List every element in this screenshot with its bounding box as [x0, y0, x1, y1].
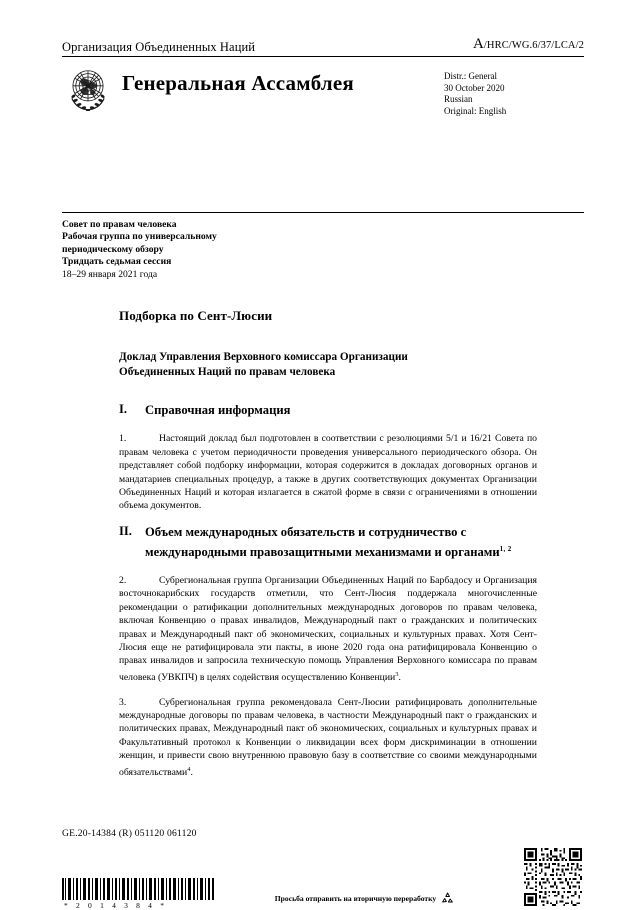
paragraph-2-footnote-marker: 3	[395, 670, 399, 678]
council-name: Совет по правам человека	[62, 219, 177, 230]
section-heading-1	[119, 402, 537, 419]
section-title-2-text: Объем международных обязательств и сотрудничество с международными правозащитными механизмами и органами	[145, 524, 500, 560]
document-subtitle	[119, 350, 537, 380]
un-emblem-icon	[62, 65, 114, 115]
subtitle-line-2: Объединенных Наций по правам человека	[119, 366, 336, 379]
distribution-language: Russian	[444, 94, 473, 105]
working-group-line2: периодическому обзору	[62, 243, 164, 255]
barcode-icon	[62, 878, 214, 900]
section-heading-2	[119, 524, 537, 561]
header-divider-secondary	[62, 212, 584, 213]
subtitle-line-1: Доклад Управления Верховного комиссара Организации	[119, 351, 408, 363]
barcode-block	[62, 878, 222, 910]
paragraph-3-footnote-marker: 4	[187, 765, 191, 773]
paragraph-number-3: 3.	[119, 696, 127, 708]
document-symbol-initial: A	[472, 36, 484, 52]
paragraph-text-3: Субрегиональная группа рекомендовала Сент-Люсии ратифицировать дополнительные международные договоры по правам человека, в частности Международный пакт о гражданских и политических правах, Международный пакт об экономических, социальных и культурных правах и Факультативный протокол к Конвенции о ликвидации всех форм дискриминации в отношении женщин, и привести свою внутреннюю правовую базу в соответствие со своими международными обязательствами	[119, 696, 537, 778]
footer-bottom-row	[62, 846, 584, 910]
section-number-1: I.	[119, 402, 128, 417]
paragraph-number-2: 2.	[119, 575, 127, 587]
masthead-divider	[62, 56, 584, 57]
organization-name: Организация Объединенных Наций	[62, 40, 256, 54]
section-2-footnote-markers: 1, 2	[499, 544, 512, 553]
distribution-block	[444, 71, 584, 117]
recycle-icon	[440, 891, 455, 906]
distribution-date: 30 October 2020	[444, 82, 505, 93]
masthead-bottom-row	[62, 63, 584, 117]
distribution-original: Original: English	[444, 105, 507, 116]
recycle-notice	[275, 891, 455, 910]
ge-document-number: GE.20-14384 (R) 051120 061120	[62, 828, 197, 839]
paragraph-3: 3. Субрегиональная группа рекомендовала Сент-Люсии ратифицировать дополнительные международные договоры по правам человека, в частности Международный пакт о гражданских и политических правах, Международный пакт об экономических, социальных и культурных правах и Факультативный протокол к Конвенции о ликвидации всех форм дискриминации в отношении женщин, и привести свою внутреннюю правовую базу в соответствие со своими международными обязательствами$^4$.	[119, 696, 537, 778]
paragraph-number-1: 1.	[119, 433, 127, 445]
working-group-line1: Рабочая группа по универсальному	[62, 231, 217, 243]
page-title: Подборка по Сент-Люсии	[119, 308, 273, 323]
distribution-type: Distr.: General	[444, 71, 497, 81]
document-body	[119, 308, 537, 790]
session-dates: 18–29 января 2021 года	[62, 268, 158, 280]
section-number-2: II.	[119, 523, 132, 538]
qr-code-icon	[522, 846, 584, 908]
masthead	[62, 36, 584, 117]
document-symbol-rest: /HRC/WG.6/37/LCA/2	[483, 40, 584, 51]
page-footer	[62, 828, 584, 910]
general-assembly-title: Генеральная Ассамблея	[122, 71, 354, 95]
section-title-2	[145, 524, 537, 561]
session-number: Тридцать седьмая сессия	[62, 256, 172, 268]
section-title-1: Справочная информация	[145, 403, 291, 418]
barcode-digits: * 2 0 1 4 3 8 4 *	[64, 901, 168, 910]
paragraph-1	[119, 432, 537, 512]
recycle-text: Просьба отправить на вторичную переработку	[274, 894, 437, 903]
document-symbol	[473, 36, 584, 54]
paragraph-text-2: Субрегиональная группа Организации Объединенных Наций по Барбадосу и Организация восточнокарибских государств отметили, что Сент-Люсия поддержала многочисленные рекомендации о ратификации дополнительных международных договоров по правам человека, включая Конвенцию о правах инвалидов, Международный пакт о гражданских и политических правах и Международный пакт об экономических, социальных и культурных правах. Хотя Сент-Люсия еще не ратифицировала эти пакты, в июне 2020 года она ратифицировала Конвенцию о правах инвалидов и запросила техническую помощь Управления Верховного комиссара по правам человека (УВКПЧ) в целях содействия осуществлению Конвенции	[119, 575, 537, 684]
paragraph-2: 2. Субрегиональная группа Организации Объединенных Наций по Барбадосу и Организация восточнокарибских государств отметили, что Сент-Люсия поддержала многочисленные рекомендации о ратификации дополнительных международных договоров по правам человека, включая Конвенцию о правах инвалидов, Международный пакт о гражданских и политических правах и Международный пакт об экономических, социальных и культурных правах. Хотя Сент-Люсия еще не ратифицировала эти пакты, в июне 2020 года она ратифицировала Конвенцию о правах инвалидов и запросила техническую помощь Управления Верховного комиссара по правам человека (УВКПЧ) в целях содействия осуществлению Конвенции$^3$.	[119, 575, 537, 684]
paragraph-text-1: Настоящий доклад был подготовлен в соответствии с резолюциями 5/1 и 16/21 Совета по правам человека с учетом периодичности проведения универсального периодического обзора. Он представляет собой подборку информации, которая содержится в докладах договорных органов и мандатариев специальных процедур, а также в других соответствующих документах Организации Объединенных Наций и которая излагается в сжатой форме в связи с ограничениями в отношении объема документов.	[119, 433, 537, 512]
council-block	[62, 219, 392, 281]
masthead-top-row	[62, 36, 584, 56]
